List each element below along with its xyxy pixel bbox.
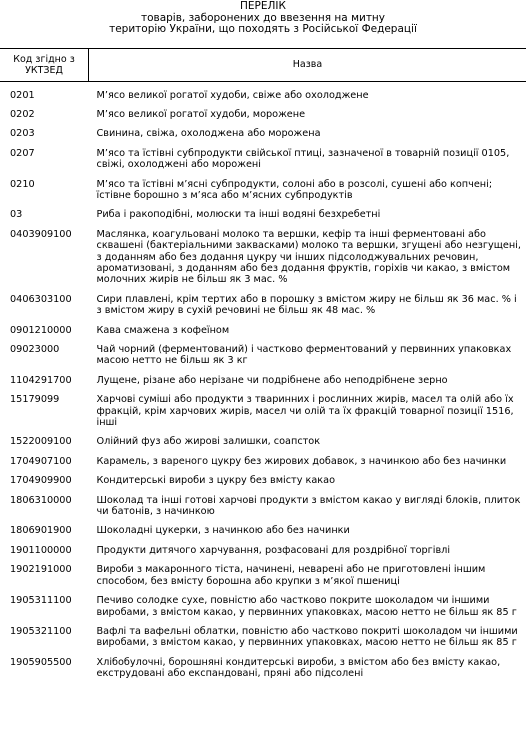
header-code-line-2: УКТЗЕД <box>25 64 63 76</box>
row-spacer <box>0 649 526 657</box>
row-name: Харчові суміші або продукти з тваринних і рослинних жирів, масел та олій або їх фракцій, крім харчових жирів, масел чи олій та їх фракцій товарної позиції 1516, інші <box>96 394 514 429</box>
title-line-2: товарів, заборонених до ввезення на митну <box>140 11 386 24</box>
row-code: 1901100000 <box>10 544 72 556</box>
table-row <box>0 109 526 120</box>
table-row <box>0 525 526 536</box>
table-row <box>0 209 526 220</box>
row-code: 1522009100 <box>10 436 72 448</box>
table-row <box>0 564 526 587</box>
table-row <box>0 436 526 447</box>
table-header-row <box>0 48 526 81</box>
table-row <box>0 545 526 556</box>
row-code: 1905905500 <box>10 656 72 668</box>
row-spacer <box>0 618 526 626</box>
row-spacer <box>0 537 526 545</box>
row-code: 09023000 <box>10 344 60 355</box>
row-code: 03 <box>10 209 23 221</box>
row-code: 1104291700 <box>10 374 72 386</box>
row-code: 1905311100 <box>10 595 72 607</box>
row-spacer <box>0 81 526 90</box>
table-row <box>0 375 526 386</box>
row-name: Риба і ракоподібні, молюски та інші водяні безхребетні <box>96 209 381 221</box>
row-name: М’ясо та їстівні субпродукти свійської птиці, зазначеної в товарній позиції 0105, свіжі, охолоджені або морожені <box>96 147 510 171</box>
row-name: Шоколад та інші готові харчові продукти з вмістом какао у вигляді блоків, плиток чи батонів, з начинкою <box>96 494 521 518</box>
row-name: Кава смажена з кофеїном <box>96 324 230 336</box>
row-name: М’ясо та їстівні м’ясні субпродукти, солоні або в розсолі, сушені або копчені; їстівне борошно з м’яса або м’ясних субпродуктів <box>96 178 493 201</box>
row-code: 0203 <box>10 128 35 140</box>
header-code <box>0 48 89 81</box>
table-row <box>0 595 526 618</box>
row-name: Вироби з макаронного тіста, начинені, неварені або не приготовлені іншим способом, без вмісту борошна або крупки з м’якої пшениці <box>96 564 486 587</box>
row-name: Сири плавлені, крім тертих або в порошку з вмістом жиру не більш як 36 мас. % і з вмістом жиру в сухій речовині не більш як 48 мас. % <box>96 293 517 317</box>
row-name: Кондитерські вироби з цукру без вмісту какао <box>96 475 336 487</box>
row-name: Печиво солодке сухе, повністю або частково покрите шоколадом чи іншими виробами, з вмістом какао, у первинних упаковках, масою нетто не більш як 85 г <box>96 595 517 618</box>
title-line-1: ПЕРЕЛІК <box>240 0 286 12</box>
row-spacer <box>0 317 526 325</box>
table-row <box>0 179 526 202</box>
table-body <box>0 81 526 688</box>
header-name: Назва <box>89 48 526 81</box>
row-name: Маслянка, коагульовані молоко та вершки, кефір та інші ферментовані або сквашені (бактеріальними заквасками) молоко та вершки, згущені або незгущені, з доданням або без додання цукру чи інших підсолоджувальних речовин, ароматизовані, з доданням або без додання фруктів, горіхів чи какао, з вмістом молочних жирів не більш як 3 мас. % <box>96 228 521 286</box>
row-spacer <box>0 487 526 495</box>
row-code: 1806310000 <box>10 494 72 506</box>
row-spacer <box>0 336 526 344</box>
table-row <box>0 325 526 336</box>
row-code: 15179099 <box>10 394 60 406</box>
row-spacer <box>0 448 526 456</box>
table-row <box>0 626 526 649</box>
row-name: Вафлі та вафельні облатки, повністю або частково покриті шоколадом чи іншими виробами, з вмістом какао, у первинних упаковках, масою нетто не більш як 85 г <box>96 625 518 649</box>
row-spacer <box>0 680 526 688</box>
table-row <box>0 495 526 518</box>
row-name: Шоколадні цукерки, з начинкою або без начинки <box>96 525 350 537</box>
row-name: Продукти дитячого харчування, розфасовані для роздрібної торгівлі <box>96 544 451 556</box>
table-row <box>0 344 526 367</box>
row-code: 1704909900 <box>10 475 72 487</box>
row-spacer <box>0 101 526 109</box>
goods-table <box>0 48 526 688</box>
row-code: 0406303100 <box>10 293 72 305</box>
row-code: 0403909100 <box>10 228 72 240</box>
row-code: 1806901900 <box>10 525 72 537</box>
row-spacer <box>0 367 526 375</box>
row-spacer <box>0 221 526 229</box>
row-code: 0207 <box>10 147 35 159</box>
document-title <box>0 1 526 36</box>
table-row <box>0 128 526 139</box>
row-code: 0201 <box>10 89 35 101</box>
table-row <box>0 229 526 286</box>
row-code: 0901210000 <box>10 324 72 336</box>
row-name: Свинина, свіжа, охолоджена або морожена <box>96 128 321 140</box>
row-code: 0210 <box>10 178 35 190</box>
row-name: М’ясо великої рогатої худоби, свіже або охолоджене <box>96 89 369 101</box>
row-code: 1905321100 <box>10 625 72 637</box>
row-code: 1902191000 <box>10 564 72 576</box>
table-row <box>0 456 526 467</box>
row-name: Карамель, з вареного цукру без жирових добавок, з начинкою або без начинки <box>96 455 507 467</box>
table-row <box>0 475 526 486</box>
row-spacer <box>0 587 526 595</box>
table-row <box>0 657 526 680</box>
header-code-line-1: Код згідно з <box>13 53 75 65</box>
row-name: Олійний фуз або жирові залишки, соапсток <box>96 436 321 448</box>
table-row <box>0 148 526 171</box>
row-spacer <box>0 286 526 294</box>
row-name: М’ясо великої рогатої худоби, морожене <box>96 108 306 120</box>
row-name: Хлібобулочні, борошняні кондитерські вироби, з вмістом або без вмісту какао, екструдовані або експандовані, пряні або підсолені <box>96 656 501 680</box>
row-spacer <box>0 171 526 179</box>
title-line-3: територію України, що походять з Російської Федерації <box>109 23 417 35</box>
table-row <box>0 90 526 101</box>
row-name: Чай чорний (ферментований) і частково ферментований у первинних упаковках масою нетто не більш як 3 кг <box>96 344 512 367</box>
row-code: 1704907100 <box>10 455 72 467</box>
row-name: Лущене, різане або нерізане чи подрібнене або неподрібнене зерно <box>96 374 448 386</box>
row-spacer <box>0 140 526 148</box>
row-code: 0202 <box>10 108 35 120</box>
table-row <box>0 294 526 317</box>
table-row <box>0 394 526 428</box>
